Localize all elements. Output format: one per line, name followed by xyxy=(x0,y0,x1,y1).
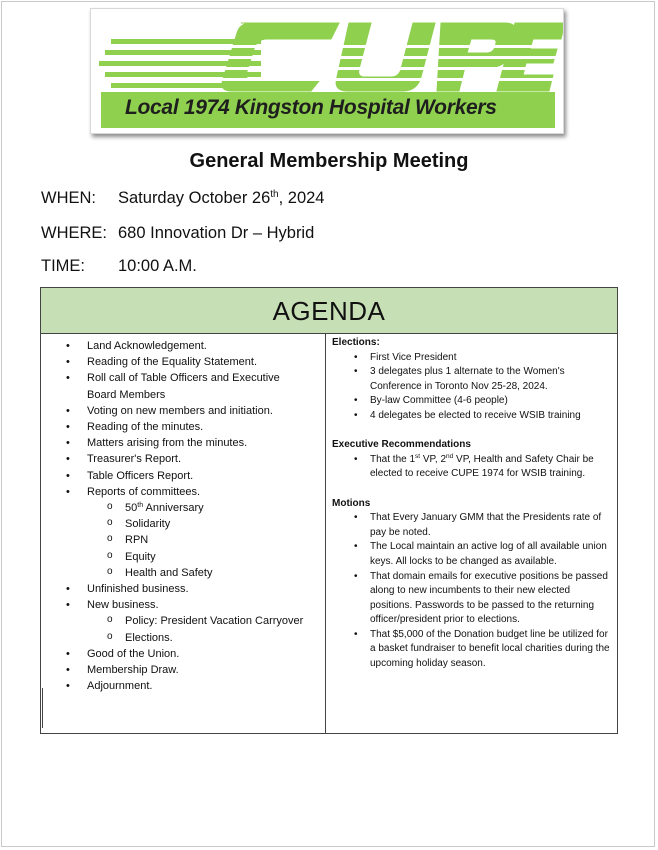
agenda-header xyxy=(41,288,617,334)
time-label: TIME: xyxy=(41,257,85,275)
exec-recs-heading: Executive Recommendations xyxy=(332,439,471,451)
committee-item: o 50th Anniversary xyxy=(41,500,325,516)
list-item: • Good of the Union. xyxy=(41,646,325,662)
list-item: • Voting on new members and initiation. xyxy=(41,403,325,419)
agenda-items-column xyxy=(41,338,325,694)
motion-item: • That $5,000 of the Donation budget line be utilized for a basket fundraiser to benefit local charities during the upcoming holiday season. xyxy=(332,628,617,672)
committee-item: o Solidarity xyxy=(41,516,325,532)
when-row xyxy=(41,189,325,208)
list-item: • Matters arising from the minutes. xyxy=(41,435,325,451)
list-item: • Treasurer's Report. xyxy=(41,451,325,467)
logo-subtitle: Local 1974 Kingston Hospital Workers xyxy=(125,96,497,119)
time-row xyxy=(41,257,197,276)
when-value: Saturday October 26th, 2024 xyxy=(118,189,325,207)
list-item: • Roll call of Table Officers and Executive Board Members xyxy=(41,370,325,402)
committee-item: o Equity xyxy=(41,549,325,565)
election-item: • First Vice President xyxy=(332,351,617,366)
list-item: • Membership Draw. xyxy=(41,662,325,678)
motion-item: • That domain emails for executive positions be passed along to new incumbents to their new elected positions. Passwords to be passed to the returning officer/president prior to elections. xyxy=(332,570,617,628)
election-item: • 4 delegates be elected to receive WSIB training xyxy=(332,409,617,424)
list-item: • Reading of the Equality Statement. xyxy=(41,354,325,370)
elections-heading: Elections: xyxy=(332,337,380,348)
list-item: • Reading of the minutes. xyxy=(41,419,325,435)
page-title: General Membership Meeting xyxy=(189,150,469,172)
election-item: • 3 delegates plus 1 alternate to the Women's Conference in Toronto Nov 25-28, 2024. xyxy=(332,365,617,394)
column-divider xyxy=(325,334,326,734)
where-label: WHERE: xyxy=(41,224,107,242)
list-item: • New business. xyxy=(41,597,325,613)
list-item: • Table Officers Report. xyxy=(41,468,325,484)
motions-heading: Motions xyxy=(332,497,371,509)
election-item: • By-law Committee (4-6 people) xyxy=(332,394,617,409)
committee-item: o RPN xyxy=(41,532,325,548)
time-value: 10:00 A.M. xyxy=(118,257,197,275)
motion-item: • That Every January GMM that the Presidents rate of pay be noted. xyxy=(332,511,617,540)
where-row xyxy=(41,224,315,243)
exec-rec-item: • That the 1st VP, 2nd VP, Health and Safety Chair be elected to receive CUPE 1974 for WSIB training. xyxy=(332,453,617,482)
where-value: 680 Innovation Dr – Hybrid xyxy=(118,224,315,242)
when-label: WHEN: xyxy=(41,189,96,207)
list-item: • Reports of committees. xyxy=(41,484,325,500)
motion-item: • The Local maintain an active log of all available union keys. All locks to be changed as available. xyxy=(332,540,617,569)
committee-item: o Health and Safety xyxy=(41,565,325,581)
cupe-logo xyxy=(90,8,564,134)
list-item: • Adjournment. xyxy=(41,678,325,694)
new-business-item: o Policy: President Vacation Carryover xyxy=(41,613,325,629)
list-item: • Land Acknowledgement. xyxy=(41,338,325,354)
new-business-item: o Elections. xyxy=(41,630,325,646)
list-item: • Unfinished business. xyxy=(41,581,325,597)
details-column xyxy=(332,336,617,672)
agenda-title: AGENDA xyxy=(272,296,386,326)
agenda-table xyxy=(40,287,618,734)
